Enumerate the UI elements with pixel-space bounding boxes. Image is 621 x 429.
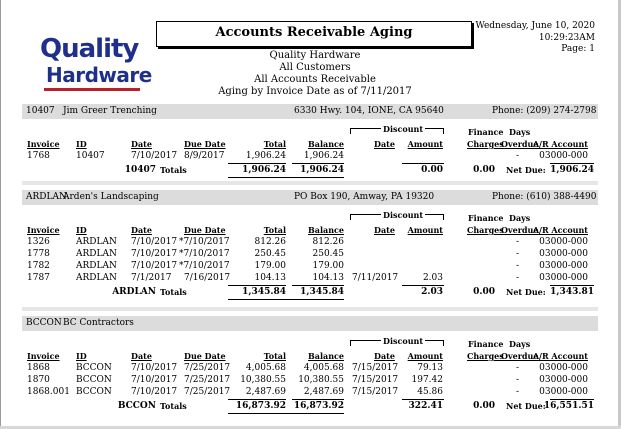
invoice-number: 1787: [27, 273, 50, 283]
invoice-balance: 10,380.55: [298, 375, 344, 385]
totals-balance: 1,906.24: [300, 165, 344, 175]
customer-filter: All Customers: [279, 62, 351, 73]
invoice-total: 10,380.55: [240, 375, 286, 385]
invoice-balance: 2,487.69: [303, 387, 344, 397]
invoice-balance: 4,005.68: [303, 363, 344, 373]
discount-date: 7/15/2017: [352, 375, 399, 385]
discount-group-header: Discount: [383, 210, 424, 220]
customer-id: ARDLAN: [76, 249, 117, 259]
col-date-header: Date: [131, 351, 152, 361]
customer-id: ARDLAN: [76, 237, 117, 247]
days-overdue: -: [516, 151, 520, 161]
totals-total: 1,906.24: [242, 165, 286, 175]
discount-bracket-left: [350, 128, 351, 134]
invoice-number: 1782: [27, 261, 50, 271]
customer-address: PO Box 190, Amway, PA 19320: [294, 192, 435, 202]
customer-id: ARDLAN: [76, 273, 117, 283]
ar-account: 03000-000: [539, 237, 588, 247]
logo-hardware-text: Hardware: [46, 63, 152, 87]
customer-id: BCCON: [76, 363, 112, 373]
col-id-header: ID: [76, 351, 87, 361]
customer-name: Jim Greer Trenching: [63, 106, 157, 116]
invoice-date: 7/10/2017: [131, 375, 178, 385]
col-invoice-header: Invoice: [27, 139, 60, 149]
invoice-date: 7/10/2017: [131, 261, 178, 271]
logo-quality-text: Quality: [40, 34, 139, 64]
customer-code: 10407: [26, 106, 55, 116]
ar-account: 03000-000: [539, 249, 588, 259]
account-filter: All Accounts Receivable: [254, 74, 376, 85]
page-number: Page: 1: [561, 44, 595, 54]
col-finance-charges-header: Charges: [467, 139, 504, 149]
run-time: 10:29:23AM: [538, 33, 595, 43]
invoice-number: 1868.001: [27, 387, 70, 397]
discount-underline: [402, 285, 444, 286]
customer-code: BCCON: [26, 318, 62, 328]
col-finance-charges-header: Charges: [467, 225, 504, 235]
balance-underline: [292, 285, 344, 286]
net-due-label: Net Due:: [506, 165, 546, 175]
totals-finance: 0.00: [473, 401, 495, 411]
net-due-amount: 1,343.81: [550, 287, 594, 297]
discount-group-header: Discount: [383, 124, 424, 134]
col-id-header: ID: [76, 225, 87, 235]
discount-amount: 79.13: [417, 363, 443, 373]
due-date: *7/10/2017: [179, 261, 230, 271]
ar-account: 03000-000: [539, 363, 588, 373]
col-id-header: ID: [76, 139, 87, 149]
days-header: Days: [509, 213, 531, 223]
discount-date: 7/15/2017: [352, 387, 399, 397]
invoice-number: 1868: [27, 363, 50, 373]
discount-date: 7/11/2017: [352, 273, 399, 283]
totals-balance: 1,345.84: [300, 287, 344, 297]
customer-band: [22, 316, 598, 331]
totals-finance: 0.00: [473, 165, 495, 175]
discount-bracket-right: [443, 340, 444, 346]
balance-underline: [292, 163, 344, 164]
col-ar-account-header: A/R Account: [532, 351, 588, 361]
invoice-number: 1326: [27, 237, 50, 247]
customer-phone: Phone: (209) 274-2798: [492, 106, 597, 116]
ar-account: 03000-000: [539, 151, 588, 161]
invoice-balance: 812.26: [312, 237, 344, 247]
col-balance-header: Balance: [308, 351, 344, 361]
col-ar-account-header: A/R Account: [532, 139, 588, 149]
invoice-date: 7/10/2017: [131, 151, 178, 161]
due-date: 7/16/2017: [184, 273, 231, 283]
col-days-overdue-header: Overdue: [501, 351, 539, 361]
col-ar-account-header: A/R Account: [532, 225, 588, 235]
days-overdue: -: [516, 363, 520, 373]
finance-header: Finance: [468, 213, 504, 223]
aging-basis: Aging by Invoice Date as of 7/11/2017: [218, 86, 412, 97]
logo-underline: [44, 88, 140, 91]
customer-id: ARDLAN: [76, 261, 117, 271]
col-invoice-header: Invoice: [27, 225, 60, 235]
totals-total: 1,345.84: [242, 287, 286, 297]
ar-account: 03000-000: [539, 375, 588, 385]
invoice-date: 7/10/2017: [131, 387, 178, 397]
invoice-date: 7/10/2017: [131, 249, 178, 259]
col-date-header: Date: [131, 139, 152, 149]
col-total-header: Total: [263, 351, 286, 361]
customer-name: BC Contractors: [63, 318, 134, 328]
discount-underline: [402, 399, 444, 400]
customer-band: [22, 190, 598, 205]
discount-underline: [402, 163, 444, 164]
totals-customer-id: BCCON: [117, 401, 156, 411]
col-invoice-header: Invoice: [27, 351, 60, 361]
totals-total: 16,873.92: [235, 401, 286, 411]
col-due-date-header: Due Date: [184, 139, 226, 149]
discount-amount: 197.42: [411, 375, 443, 385]
totals-customer-id: 10407: [124, 165, 156, 175]
invoice-total: 2,487.69: [245, 387, 286, 397]
due-date: 7/25/2017: [184, 375, 231, 385]
discount-group-header: Discount: [383, 336, 424, 346]
col-discount-amount-header: Amount: [407, 225, 443, 235]
due-date: *7/10/2017: [179, 249, 230, 259]
run-date: Wednesday, June 10, 2020: [475, 21, 595, 31]
due-date: 7/25/2017: [184, 363, 231, 373]
customer-address: 6330 Hwy. 104, IONE, CA 95640: [294, 106, 444, 116]
total-double-underline: [228, 177, 344, 178]
net-due-amount: 16,551.51: [543, 401, 594, 411]
days-overdue: -: [516, 249, 520, 259]
total-double-underline: [228, 413, 344, 414]
invoice-number: 1778: [27, 249, 50, 259]
discount-bracket-left: [350, 340, 351, 346]
col-discount-date-header: Date: [374, 139, 395, 149]
col-total-header: Total: [263, 225, 286, 235]
total-underline: [228, 399, 286, 400]
totals-label: Totals: [160, 165, 187, 175]
total-underline: [228, 163, 286, 164]
days-overdue: -: [516, 261, 520, 271]
net-due-label: Net Due:: [506, 401, 546, 411]
invoice-balance: 104.13: [312, 273, 344, 283]
invoice-total: 179.00: [254, 261, 286, 271]
total-double-underline: [228, 299, 344, 300]
days-overdue: -: [516, 375, 520, 385]
col-discount-amount-header: Amount: [407, 139, 443, 149]
col-discount-date-header: Date: [374, 225, 395, 235]
invoice-number: 1768: [27, 151, 50, 161]
invoice-number: 1870: [27, 375, 50, 385]
totals-customer-id: ARDLAN: [112, 287, 156, 297]
section-separator: [22, 307, 598, 311]
col-balance-header: Balance: [308, 139, 344, 149]
days-header: Days: [509, 127, 531, 137]
days-overdue: -: [516, 237, 520, 247]
netdue-underline: [550, 399, 594, 400]
invoice-total: 250.45: [254, 249, 286, 259]
customer-code: ARDLAN: [26, 192, 67, 202]
netdue-underline: [550, 163, 594, 164]
invoice-date: 7/10/2017: [131, 237, 178, 247]
col-finance-charges-header: Charges: [467, 351, 504, 361]
due-date: 8/9/2017: [184, 151, 225, 161]
totals-discount: 322.41: [408, 401, 443, 411]
discount-bracket-right: [443, 128, 444, 134]
net-due-label: Net Due:: [506, 287, 546, 297]
discount-bracket-left: [350, 214, 351, 220]
due-date: *7/10/2017: [179, 237, 230, 247]
due-date: 7/25/2017: [184, 387, 231, 397]
company-name: Quality Hardware: [269, 50, 361, 61]
totals-finance: 0.00: [473, 287, 495, 297]
customer-band: [22, 104, 598, 119]
ar-account: 03000-000: [539, 387, 588, 397]
total-underline: [228, 285, 286, 286]
col-date-header: Date: [131, 225, 152, 235]
invoice-date: 7/10/2017: [131, 363, 178, 373]
net-due-amount: 1,906.24: [550, 165, 594, 175]
report-title: Accounts Receivable Aging: [215, 25, 413, 40]
days-overdue: -: [516, 273, 520, 283]
discount-amount: 45.86: [417, 387, 443, 397]
discount-amount: 2.03: [422, 273, 443, 283]
discount-date: 7/15/2017: [352, 363, 399, 373]
invoice-total: 4,005.68: [245, 363, 286, 373]
invoice-balance: 1,906.24: [303, 151, 344, 161]
col-days-overdue-header: Overdue: [501, 225, 539, 235]
window-frame-left: [0, 0, 1, 429]
netdue-underline: [550, 285, 594, 286]
col-due-date-header: Due Date: [184, 225, 226, 235]
totals-label: Totals: [160, 287, 187, 297]
col-total-header: Total: [263, 139, 286, 149]
ar-account: 03000-000: [539, 273, 588, 283]
balance-underline: [292, 399, 344, 400]
section-separator: [22, 181, 598, 185]
totals-discount: 2.03: [421, 287, 443, 297]
days-overdue: -: [516, 387, 520, 397]
col-days-overdue-header: Overdue: [501, 139, 539, 149]
col-balance-header: Balance: [308, 225, 344, 235]
col-discount-amount-header: Amount: [407, 351, 443, 361]
invoice-date: 7/1/2017: [131, 273, 172, 283]
finance-header: Finance: [468, 339, 504, 349]
invoice-total: 812.26: [254, 237, 286, 247]
customer-id: BCCON: [76, 375, 112, 385]
report-title-box: [156, 21, 472, 47]
totals-balance: 16,873.92: [293, 401, 344, 411]
ar-account: 03000-000: [539, 261, 588, 271]
days-header: Days: [509, 339, 531, 349]
totals-label: Totals: [160, 401, 187, 411]
customer-phone: Phone: (610) 388-4490: [492, 192, 597, 202]
invoice-balance: 179.00: [312, 261, 344, 271]
col-due-date-header: Due Date: [184, 351, 226, 361]
discount-bracket-right: [443, 214, 444, 220]
customer-name: Arden's Landscaping: [63, 192, 159, 202]
invoice-total: 104.13: [254, 273, 286, 283]
totals-discount: 0.00: [421, 165, 443, 175]
invoice-total: 1,906.24: [245, 151, 286, 161]
invoice-balance: 250.45: [312, 249, 344, 259]
col-discount-date-header: Date: [374, 351, 395, 361]
finance-header: Finance: [468, 127, 504, 137]
customer-id: BCCON: [76, 387, 112, 397]
customer-id: 10407: [76, 151, 105, 161]
